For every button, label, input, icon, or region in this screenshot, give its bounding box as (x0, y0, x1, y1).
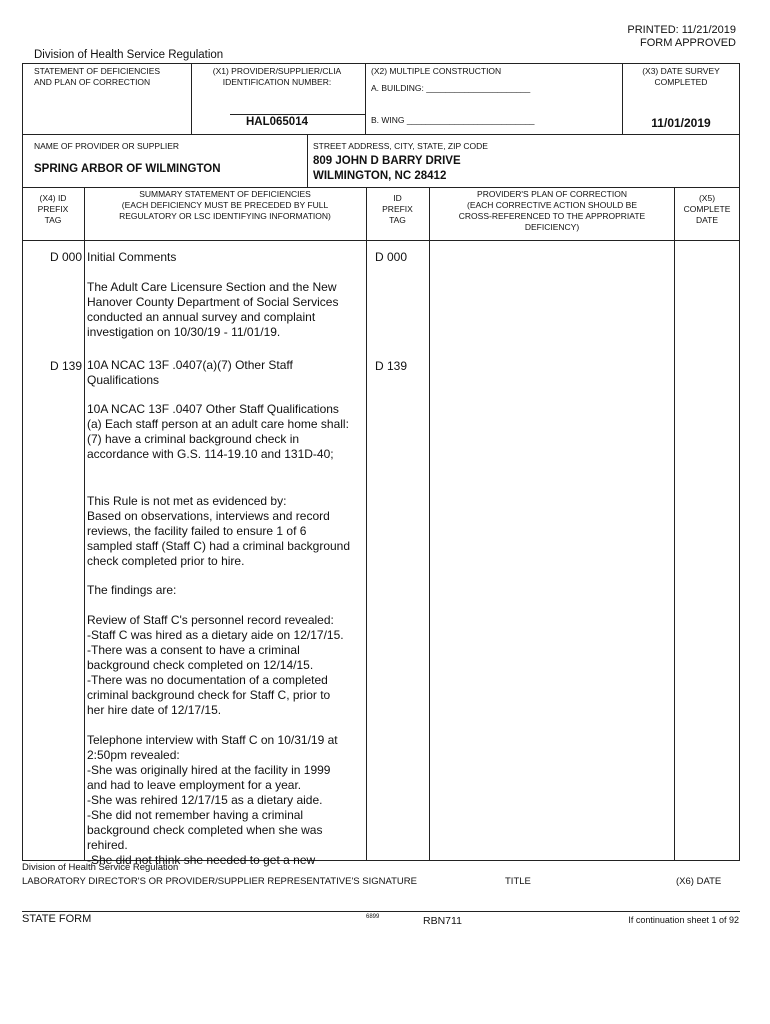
survey-paragraph: The Adult Care Licensure Section and the New Hanover County Department of Social Services conducted an annual survey and complaint investigation on 10/30/19 - 11/01/19. (87, 280, 339, 339)
x4-column-header: (X4) ID PREFIX TAG (37, 193, 69, 225)
telephone-interview-paragraph: Telephone interview with Staff C on 10/31/19 at 2:50pm revealed: -She was originally hired at the facility in 1999 and had to leave employment for a year. -She was rehired 12/17/15 as a dietary aide. -She did not remember having a criminal background check completed when she was rehired. -She did not think she needed to get a new (87, 733, 338, 867)
form-code: RBN711 (423, 915, 462, 927)
printed-date: PRINTED: 11/21/2019 (627, 24, 736, 36)
id-column-header: ID PREFIX TAG (382, 193, 413, 225)
findings-heading: The findings are: (87, 583, 177, 597)
tag-d139-left: D 139 (49, 359, 82, 373)
deficiency-summary (87, 250, 365, 868)
x5-column-header: (X5) COMPLETE DATE (683, 193, 731, 225)
rule-title: 10A NCAC 13F .0407(a)(7) Other Staff Qualifications (87, 358, 293, 387)
address-street: 809 JOHN D BARRY DRIVE (313, 155, 461, 167)
tag-d139-right: D 139 (375, 359, 408, 373)
x2-building: A. BUILDING: ______________________ (371, 83, 531, 93)
evidence-paragraph: This Rule is not met as evidenced by: Based on observations, interviews and record reviews, the facility failed to ensure 1 of 6 sampled staff (Staff C) had a criminal background check completed prior to hire. (87, 494, 351, 568)
x3-label: (X3) DATE SURVEY COMPLETED (642, 66, 720, 87)
x3-date-survey-completed: 11/01/2019 (651, 116, 711, 130)
signature-label: LABORATORY DIRECTOR'S OR PROVIDER/SUPPLIER REPRESENTATIVE'S SIGNATURE (22, 876, 417, 887)
provider-name: SPRING ARBOR OF WILMINGTON (34, 163, 221, 175)
title-label: TITLE (505, 876, 531, 887)
provider-label: NAME OF PROVIDER OR SUPPLIER (34, 141, 179, 151)
x2-label: (X2) MULTIPLE CONSTRUCTION (371, 66, 502, 76)
tag-d000-left: D 000 (49, 250, 82, 264)
footer-division: Division of Health Service Regulation (22, 862, 179, 873)
form-number: 6899 (366, 914, 380, 920)
division-title: Division of Health Service Regulation (34, 49, 224, 61)
address-label: STREET ADDRESS, CITY, STATE, ZIP CODE (313, 141, 488, 151)
plan-column-header: PROVIDER'S PLAN OF CORRECTION (EACH CORRECTIVE ACTION SHOULD BE CROSS-REFERENCED TO THE APPROPRIATE DEFICIENCY) (458, 189, 646, 232)
form-approved: FORM APPROVED (640, 37, 736, 49)
statement-label: STATEMENT OF DEFICIENCIES AND PLAN OF CORRECTION (34, 66, 161, 87)
x1-identification-number: HAL065014 (245, 116, 308, 128)
personnel-record-paragraph: Review of Staff C's personnel record revealed: -Staff C was hired as a dietary aide on 12/17/15. -There was a consent to have a criminal background check completed on 12/14/15. -There was no documentation of a completed criminal background check for Staff C, prior to her hire date of 12/17/15. (87, 613, 344, 717)
x2-wing: B. WING ___________________________ (371, 115, 535, 125)
x1-label: (X1) PROVIDER/SUPPLIER/CLIA IDENTIFICATION NUMBER: (212, 66, 342, 87)
state-form-label: STATE FORM (22, 913, 92, 925)
summary-column-header: SUMMARY STATEMENT OF DEFICIENCIES (EACH DEFICIENCY MUST BE PRECEDED BY FULL REGULATORY OR LSC IDENTIFYING INFORMATION) (119, 189, 331, 221)
address-city: WILMINGTON, NC 28412 (313, 170, 447, 182)
rule-text: 10A NCAC 13F .0407 Other Staff Qualifications (a) Each staff person at an adult care home shall: (7) have a criminal background check in accordance with G.S. 114-19.10 and 131D-40; (87, 402, 349, 461)
x6-date-label: (X6) DATE (676, 876, 722, 887)
tag-d000-right: D 000 (375, 250, 408, 264)
continuation-sheet: If continuation sheet 1 of 92 (628, 915, 739, 925)
initial-comments-heading: Initial Comments (87, 250, 177, 264)
